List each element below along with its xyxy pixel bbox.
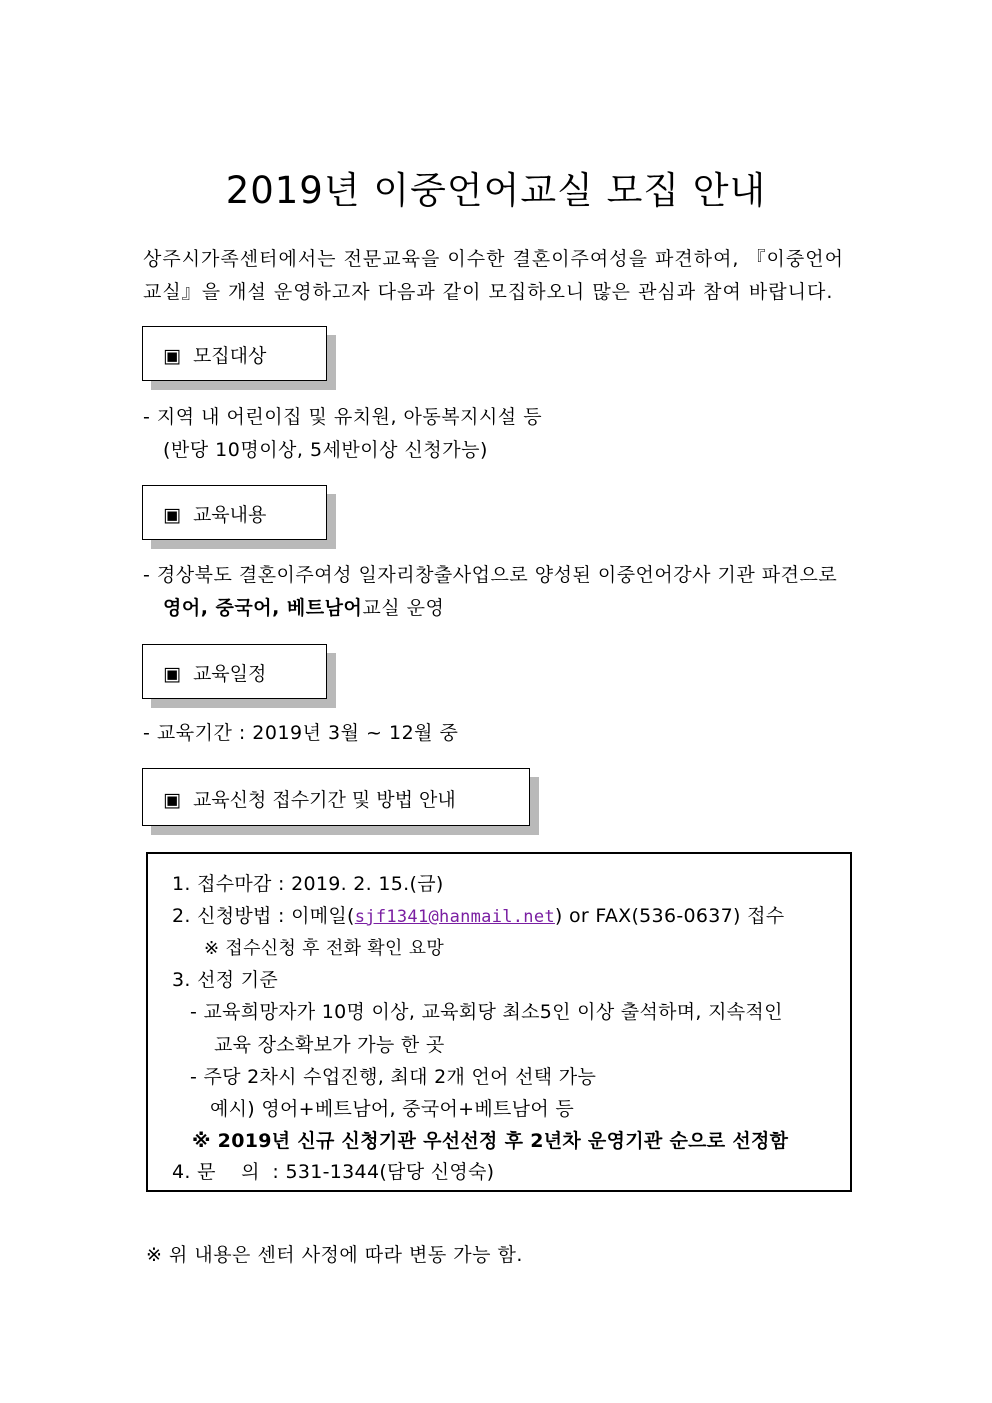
languages-bold: 영어, 중국어, 베트남어 (163, 597, 363, 619)
section-heading-label: 교육신청 접수기간 및 방법 안내 (192, 789, 456, 811)
method-or: ) or (554, 905, 590, 927)
section-heading-application (142, 768, 530, 826)
content-line-1: - 경상북도 결혼이주여성 일자리창출사업으로 양성된 이중언어강사 기관 파견으로 (143, 564, 838, 586)
method-fax: FAX(536-0637) 접수 (595, 905, 785, 927)
section-heading-schedule (142, 644, 327, 699)
languages-rest: 교실 운영 (362, 597, 445, 619)
section-heading-label: 교육일정 (192, 663, 267, 685)
section-marker-icon: ▣ (163, 663, 181, 685)
section-heading-label: 모집대상 (192, 345, 267, 367)
intro-line-1: 상주시가족센터에서는 전문교육을 이수한 결혼이주여성을 파견하여, 『이중언어 (143, 248, 844, 270)
info-item-criteria: 3. 선정 기준 (172, 969, 279, 991)
target-line-2: (반당 10명이상, 5세반이상 신청가능) (163, 439, 488, 461)
section-heading-content (142, 485, 327, 540)
page-title: 2019년 이중언어교실 모집 안내 (225, 169, 767, 212)
application-info-box (146, 852, 852, 1192)
method-prefix: 2. 신청방법 : 이메일( (172, 905, 355, 927)
section-marker-icon: ▣ (163, 345, 181, 367)
content-line-2 (163, 593, 444, 620)
info-note-phone-confirm: ※ 접수신청 후 전화 확인 요망 (204, 938, 445, 959)
footer-note: ※ 위 내용은 센터 사정에 따라 변동 가능 함. (146, 1244, 523, 1266)
section-marker-icon: ▣ (163, 504, 181, 526)
criteria-line-4: 예시) 영어+베트남어, 중국어+베트남어 등 (210, 1098, 574, 1120)
info-item-deadline: 1. 접수마감 : 2019. 2. 15.(금) (172, 873, 444, 895)
email-link[interactable]: sjf1341@hanmail.net (354, 907, 555, 927)
section-heading-label: 교육내용 (192, 504, 267, 526)
criteria-line-2: 교육 장소확보가 가능 한 곳 (214, 1034, 445, 1056)
intro-line-2: 교실』을 개설 운영하고자 다음과 같이 모집하오니 많은 관심과 참여 바랍니다. (143, 281, 834, 303)
target-line-1: - 지역 내 어린이집 및 유치원, 아동복지시설 등 (143, 406, 543, 428)
section-marker-icon: ▣ (163, 789, 181, 811)
info-note-priority: ※ 2019년 신규 신청기관 우선선정 후 2년차 운영기관 순으로 선정함 (192, 1130, 789, 1152)
criteria-line-1: - 교육희망자가 10명 이상, 교육회당 최소5인 이상 출석하며, 지속적인 (190, 1001, 783, 1023)
schedule-line: - 교육기간 : 2019년 3월 ~ 12월 중 (143, 722, 459, 744)
criteria-line-3: - 주당 2차시 수업진행, 최대 2개 언어 선택 가능 (190, 1066, 597, 1088)
section-heading-target (142, 326, 327, 381)
info-item-inquiry: 4. 문 의 : 531-1344(담당 신영숙) (172, 1161, 495, 1183)
info-item-method (172, 901, 784, 928)
